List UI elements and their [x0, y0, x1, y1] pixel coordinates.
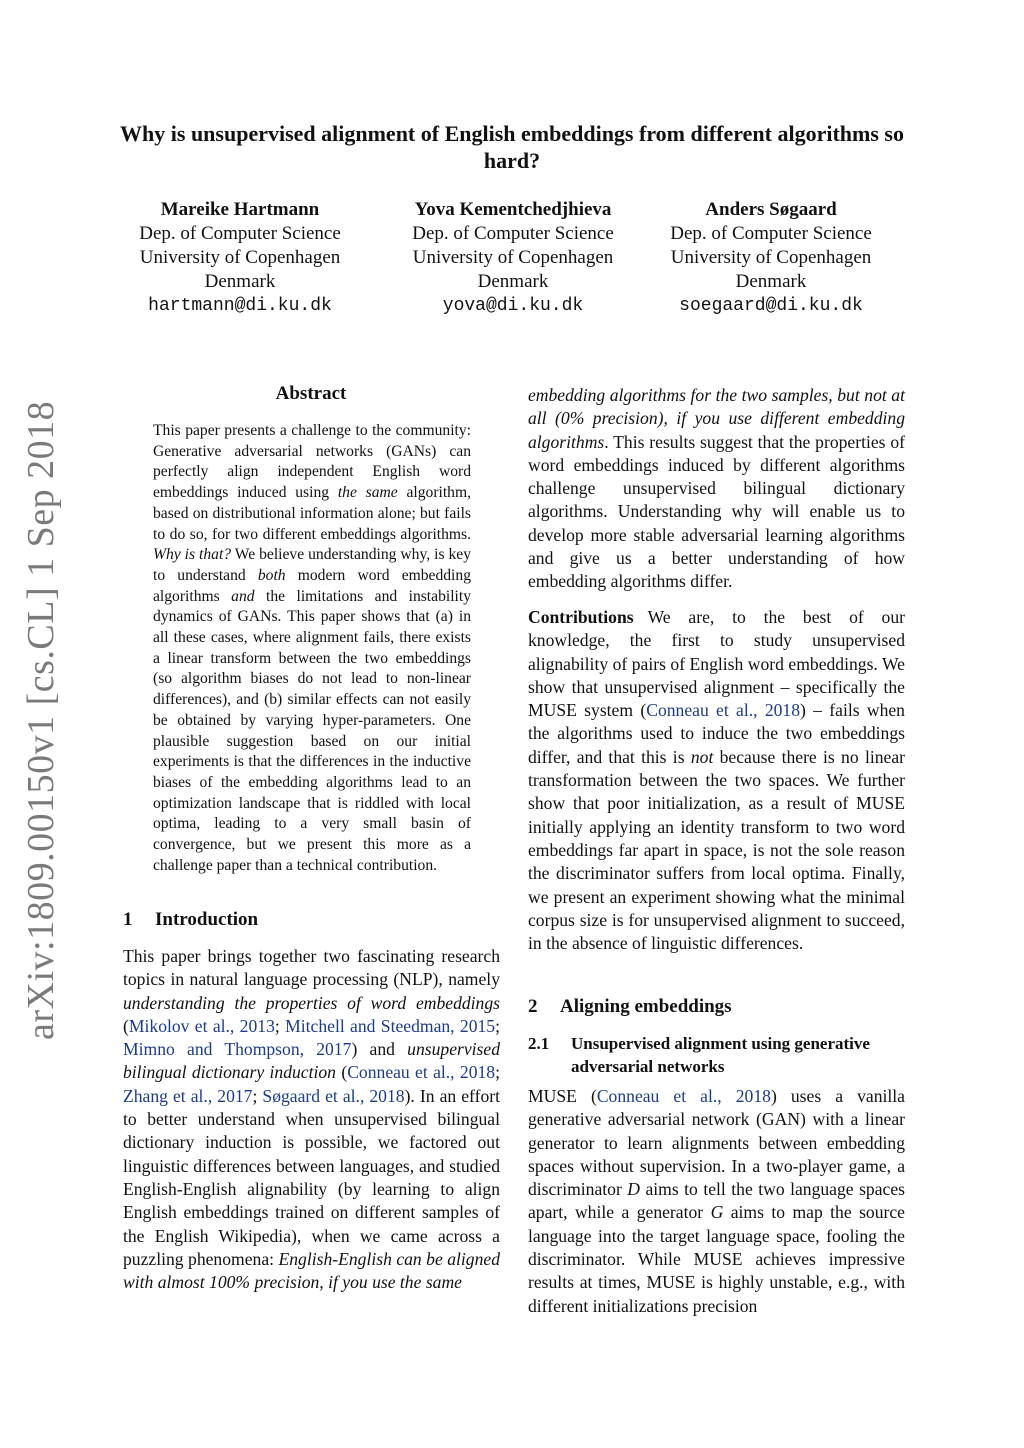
citation-link[interactable]: Søgaard et al., 2018: [262, 1085, 405, 1106]
author-name: Mareike Hartmann: [160, 199, 320, 220]
citation-link[interactable]: Mikolov et al., 2013: [128, 1015, 275, 1036]
intro-continued-text: embedding algorithms for the two samples, but not at all (0% precision), if you use different embedding algorithms. This results suggest that the properties of word embeddings induced by different algorithms challenge unsupervised bilingual dictionary algorithms. Understanding why will enable us to develop more stable adversarial learning algorithms and give us a better understanding of how embedding algorithms differ.: [528, 385, 905, 592]
author-1: [115, 198, 365, 318]
author-email: soegaard@di.ku.dk: [679, 296, 863, 316]
section-heading-aligning: [528, 995, 732, 1019]
author-dept: Dep. of Computer Science: [670, 223, 872, 244]
section-heading-introduction: [123, 908, 258, 932]
author-email: hartmann@di.ku.dk: [148, 296, 332, 316]
author-name: Yova Kementchedjhieva: [414, 199, 612, 220]
citation-link[interactable]: Conneau et al., 2018: [646, 700, 801, 721]
author-univ: University of Copenhagen: [412, 247, 614, 268]
author-dept: Dep. of Computer Science: [412, 223, 614, 244]
muse-paragraph: MUSE (Conneau et al., 2018) uses a vanilla generative adversarial network (GAN) with a linear generator to learn alignments between embedding spaces without supervision. In a two-player game, a discriminator D aims to tell the two language spaces apart, while a generator G aims to map the source language into the target language space, fooling the discriminator. While MUSE achieves impressive results at times, MUSE is highly unstable, e.g., with different initializations precision: [528, 1086, 905, 1316]
math-symbol: D: [627, 1179, 640, 1200]
section-number: 1: [123, 909, 133, 930]
citation-link[interactable]: Mitchell and Steedman, 2015: [285, 1015, 496, 1036]
author-3: [646, 198, 896, 318]
section-title: Introduction: [155, 909, 259, 930]
paragraph-heading: Contributions: [528, 607, 634, 627]
citation-link[interactable]: Conneau et al., 2018: [596, 1086, 771, 1106]
contributions-paragraph: Contributions We are, to the best of our knowledge, the first to study unsupervised alignability of pairs of English word embeddings. We show that unsupervised alignment – specifically the MUSE system (Conneau et al., 2018) – fails when the algorithms used to induce the two embeddings differ, and that this is not because there is no linear transformation between the two spaces. We further show that poor initialization, as a result of MUSE initially applying an identity transform to two word embeddings far apart in space, is not the sole reason the discriminator suffers from local optima. Finally, we present an experiment showing what the minimal corpus size is for unsupervised alignment to succeed, in the absence of linguistic differences.: [528, 607, 905, 954]
author-univ: University of Copenhagen: [670, 247, 872, 268]
abstract-text: This paper presents a challenge to the community: Generative adversarial networks (GANs) can perfectly align independent English word embeddings induced using the same algorithm, based on distributional information alone; but fails to do so, for two different embeddings algorithms. Why is that? We believe understanding why, is key to understand both modern word embedding algorithms and the limitations and instability dynamics of GANs. This paper shows that (a) in all these cases, where alignment fails, there exists a linear transform between the two embeddings (so algorithm biases do not lead to non-linear differences), and (b) similar effects can not easily be obtained by varying hyper-parameters. One plausible suggestion based on our initial experiments is that the differences in the inductive biases of the embedding algorithms lead to an optimization landscape that is riddled with local optima, leading to a very small basin of convergence, but we present this more as a challenge paper than a technical contribution.: [153, 422, 472, 874]
abstract-heading: Abstract: [275, 383, 347, 404]
author-dept: Dep. of Computer Science: [139, 223, 341, 244]
subsection-number: 2.1: [528, 1034, 550, 1053]
author-univ: University of Copenhagen: [139, 247, 341, 268]
section-number: 2: [528, 996, 538, 1017]
paper-title: Why is unsupervised alignment of English embeddings from different algorithms so hard?: [120, 121, 904, 173]
author-country: Denmark: [477, 271, 549, 292]
author-country: Denmark: [204, 271, 276, 292]
author-name: Anders Søgaard: [705, 199, 837, 220]
arxiv-identifier: arXiv:1809.00150v1 [cs.CL] 1 Sep 2018: [20, 400, 62, 1040]
author-email: yova@di.ku.dk: [442, 296, 584, 316]
citation-link[interactable]: Zhang et al., 2017: [123, 1085, 253, 1106]
subsection-title: Unsupervised alignment using generative adversarial networks: [571, 1034, 870, 1076]
section-title: Aligning embeddings: [560, 996, 732, 1017]
author-2: [388, 198, 638, 318]
subsection-heading-gan: [528, 1032, 905, 1078]
author-country: Denmark: [735, 271, 807, 292]
math-symbol: G: [710, 1202, 724, 1223]
introduction-text: This paper brings together two fascinating research topics in natural language processing (NLP), namely understanding the properties of word embeddings (Mikolov et al., 2013; Mitchell and Steedman, 2015; Mimno and Thompson, 2017) and unsupervised bilingual dictionary induction (Conneau et al., 2018; Zhang et al., 2017; Søgaard et al., 2018). In an effort to better understand when unsupervised bilingual dictionary induction is possible, we factored out linguistic differences between languages, and studied English-English alignability (by learning to align English embeddings trained on different samples of the English Wikipedia), when we came across a puzzling phenomena: English-English can be aligned with almost 100% precision, if you use the same: [123, 946, 501, 1293]
citation-link[interactable]: Conneau et al., 2018: [347, 1062, 496, 1083]
citation-link[interactable]: Mimno and Thompson, 2017: [123, 1039, 352, 1060]
